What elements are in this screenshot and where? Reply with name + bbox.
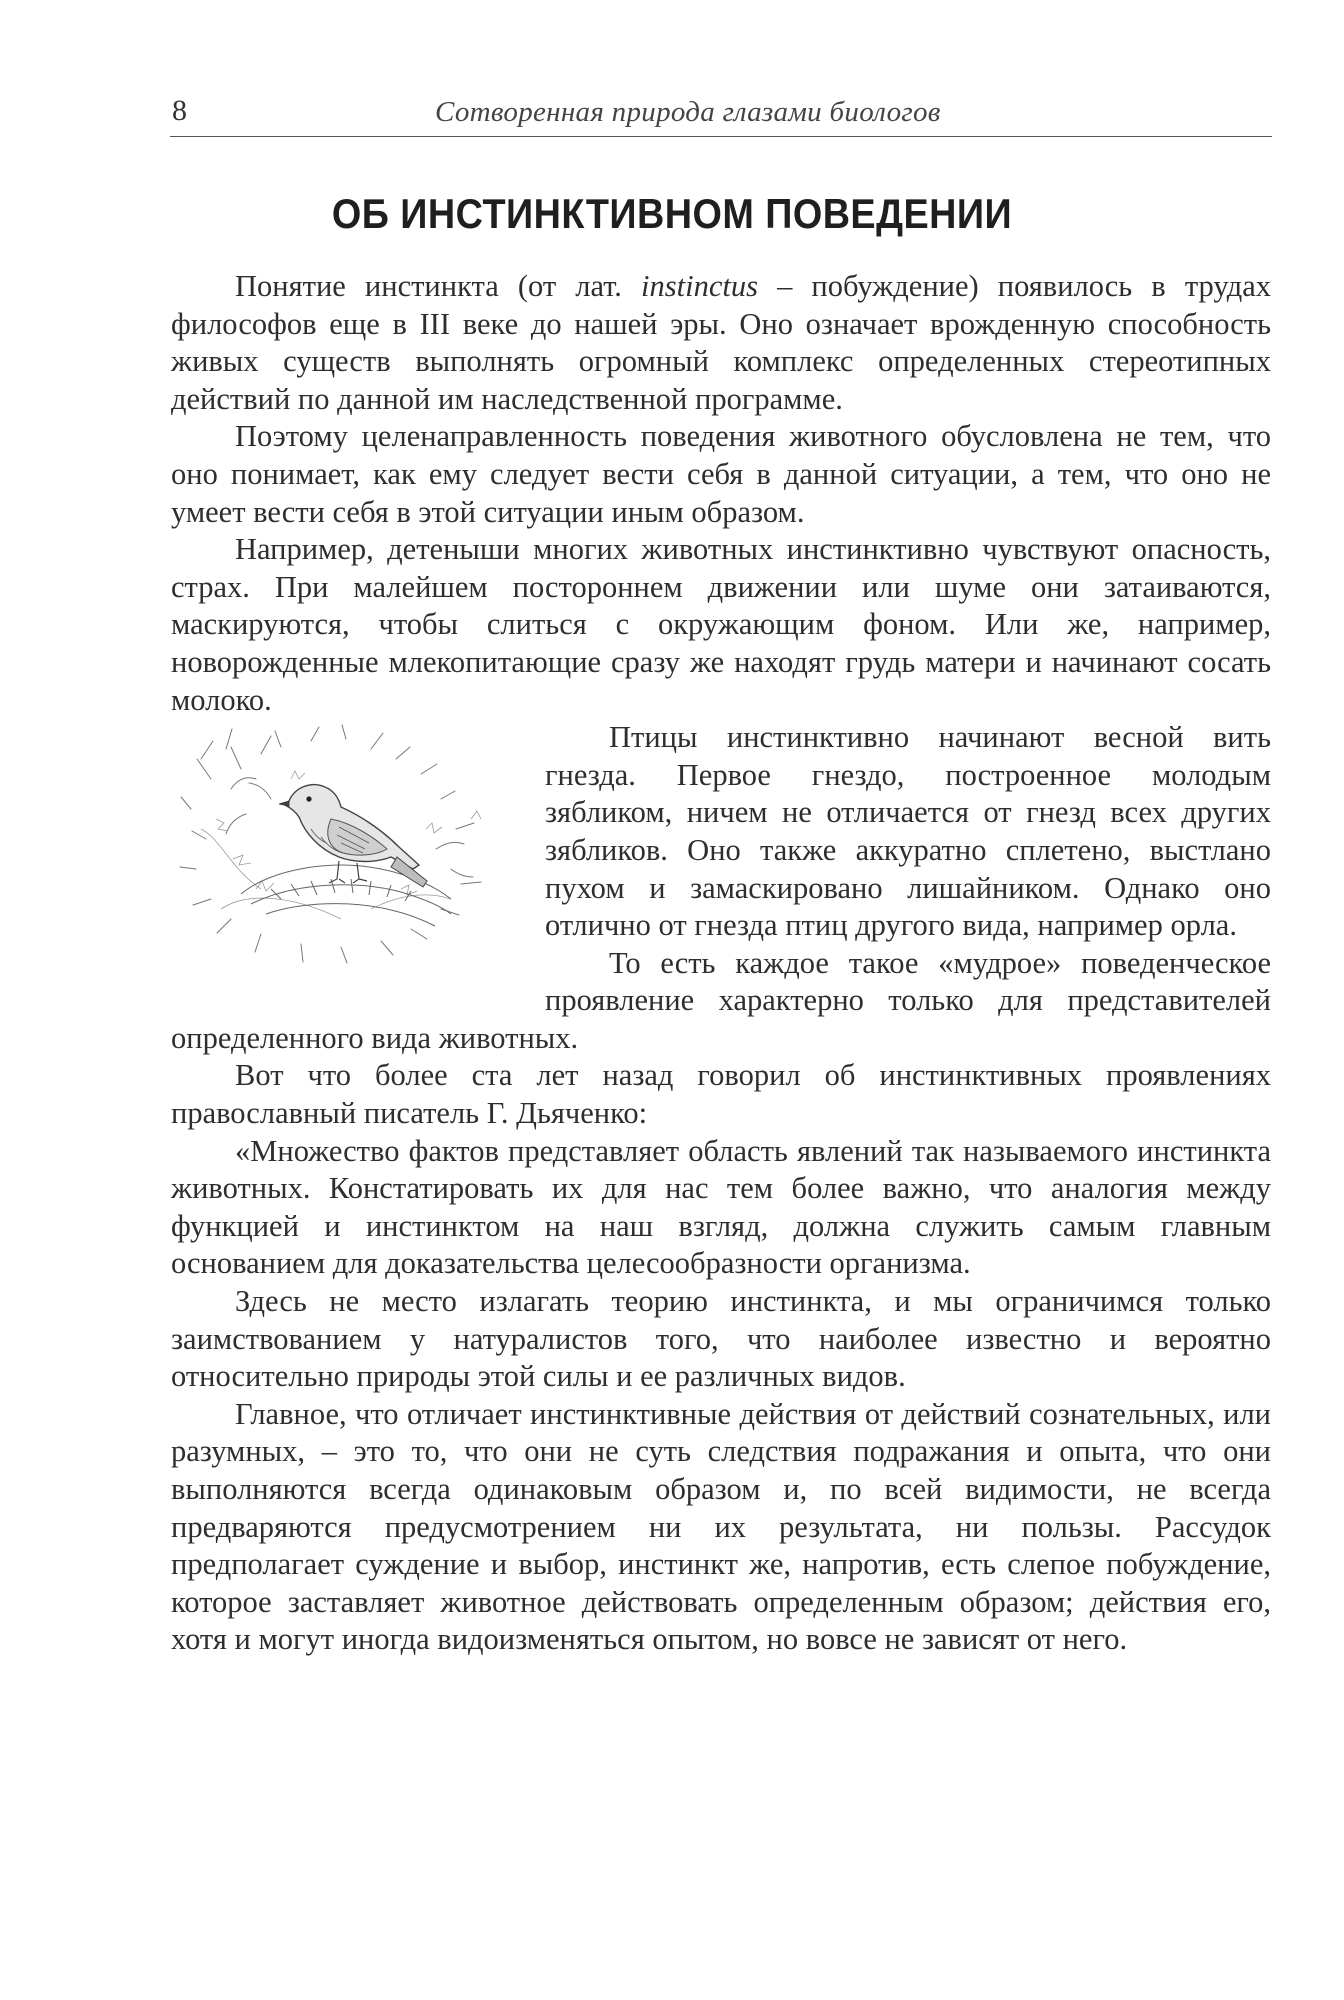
running-header [170, 92, 1272, 137]
paragraph-3 [171, 531, 1271, 719]
page-number: 8 [172, 94, 187, 127]
chapter-title: ОБ ИНСТИНКТИВНОМ ПОВЕДЕНИИ [331, 190, 1013, 237]
paragraph-4-text: Птицы инстинктивно начинают весной вить гнезда. Первое гнездо, построенное молодым зябликом, ничем не отличается от гнезд всех других зябликов. Оно также аккуратно сплетено, выстлано пухом и замаскировано лишайником. Однако оно отлично от гнезда птиц другого вида, например орла. [545, 720, 1271, 943]
bird-eye [306, 797, 311, 802]
paragraph-9: Главное, что отличает инстинктивные действия от действий сознательных, или разумных, – это то, что они не суть следствия подражания и опыта, что они выполняются всегда одинаковым образом и, по всей видимости, не всегда предваряются предусмотрением ни их результата, ни пользы. Рассудок предполагает суждение и выбор, инстинкт же, напротив, есть слепое побуждение, которое заставляет животное действовать определенным образом; действия его, хотя и могут иногда видоизменяться опытом, но вовсе не зависят от него. [171, 1396, 1271, 1657]
book-title: Сотворенная природа глазами биологов [435, 96, 941, 128]
paragraph-1-end: – побуждение) появилось в трудах философов еще в III веке до нашей эры. Оно означает врожденную способность живых существ выполнять огромный комплекс определенных стереотипных действий по данной им наследственной программе. [171, 269, 1271, 416]
paragraph-7: «Множество фактов представляет область явлений так называемого инстинкта животных. Констатировать их для нас тем более важно, что аналогия между функцией и инстинктом на наш взгляд, должна служить самым главным основанием для доказательства целесообразности организма. [171, 1133, 1271, 1281]
latin-term: instinctus [641, 269, 758, 303]
paragraph-3-text: Например, детеныши многих животных инстинктивно чувствуют опасность, страх. При малейшем постороннем движении или шуме они затаиваются, маскируются, чтобы слиться с окружающим фоном. Или же, например, новорожденные млекопитающие сразу же находят грудь матери и начинают сосать молоко. [171, 532, 1271, 717]
bird-illustration [171, 719, 527, 983]
paragraph-6: Вот что более ста лет назад говорил об инстинктивных проявлениях православный писатель Г. Дьяченко: [171, 1058, 1271, 1131]
paragraph-5: То есть каждое такое «мудрое» поведенческое проявление характерно только для представителей определенного вида животных. [171, 945, 1271, 1055]
paragraph-2: Поэтому целенаправленность поведения животного обусловлена не тем, что оно понимает, как ему следует вести себя в данной ситуации, а тем, что оно не умеет вести себя в этой ситуации иным образом. [171, 419, 1271, 529]
body-text [171, 268, 1271, 1659]
paragraph-8: Здесь не место излагать теорию инстинкта, и мы ограничимся только заимствованием у натуралистов того, что наиболее известно и вероятно относительно природы этой силы и ее различных видов. [171, 1284, 1271, 1394]
paragraph-1-start: Понятие инстинкта (от лат. [235, 269, 642, 303]
paragraph-1 [171, 268, 1271, 418]
bird-sketch-image [171, 719, 511, 969]
